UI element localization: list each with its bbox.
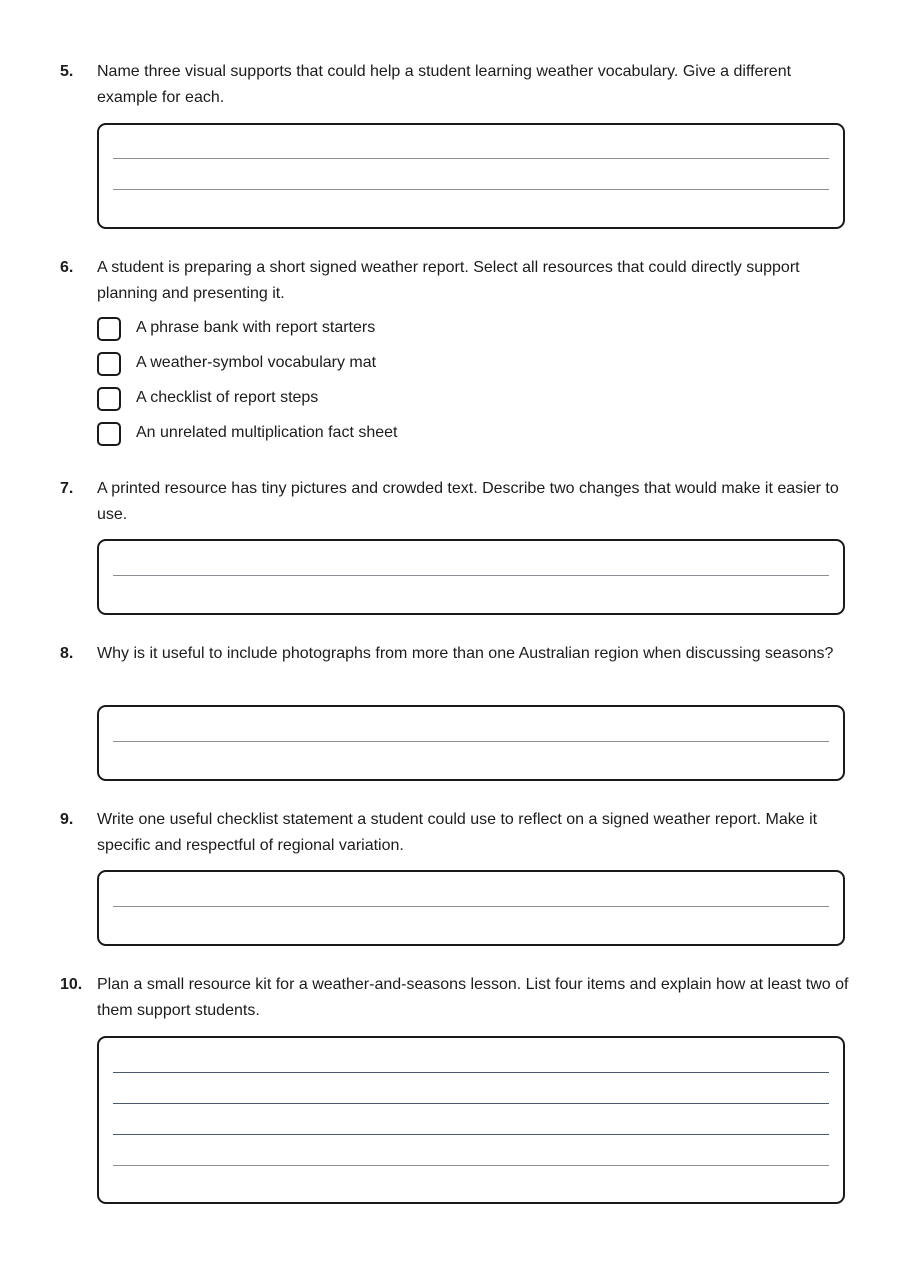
answer-line [113, 1072, 829, 1073]
question-number: 7. [60, 480, 74, 497]
question-header [60, 807, 850, 858]
answer-box[interactable] [97, 1036, 845, 1204]
answer-line [113, 158, 829, 159]
question-header [60, 476, 850, 527]
question-header [60, 972, 850, 1023]
question-text: Name three visual supports that could help a student learning weather vocabulary. Give a different example for each. [97, 63, 792, 106]
answer-line [113, 1134, 829, 1135]
question-7 [60, 476, 850, 527]
answer-line [113, 189, 829, 190]
answer-line [113, 1103, 829, 1104]
answer-line [113, 741, 829, 742]
answer-box[interactable] [97, 123, 845, 229]
question-header [60, 641, 850, 667]
answer-box[interactable] [97, 870, 845, 946]
question-text: A printed resource has tiny pictures and crowded text. Describe two changes that would make it easier to use. [97, 480, 839, 523]
answer-line [113, 575, 829, 576]
option-label: An unrelated multiplication fact sheet [136, 424, 398, 441]
question-10 [60, 972, 850, 1023]
question-6 [60, 255, 850, 441]
answer-line [113, 906, 829, 907]
option-label: A checklist of report steps [136, 389, 319, 406]
answer-line [113, 1165, 829, 1166]
answer-box[interactable] [97, 705, 845, 781]
checkbox[interactable] [97, 387, 121, 411]
checkbox[interactable] [97, 352, 121, 376]
question-text: Plan a small resource kit for a weather-and-seasons lesson. List four items and explain how at least two of them support students. [97, 976, 849, 1019]
question-8 [60, 641, 850, 667]
question-header [60, 255, 850, 306]
question-text: A student is preparing a short signed weather report. Select all resources that could directly support planning and presenting it. [97, 259, 800, 302]
checkbox[interactable] [97, 317, 121, 341]
question-5 [60, 59, 850, 110]
question-text: Write one useful checklist statement a student could use to reflect on a signed weather report. Make it specific and respectful of regional variation. [97, 811, 818, 854]
question-number: 9. [60, 811, 74, 828]
question-number: 10. [60, 976, 83, 993]
question-number: 8. [60, 645, 74, 662]
question-9 [60, 807, 850, 858]
option-label: A weather-symbol vocabulary mat [136, 354, 377, 371]
question-header [60, 59, 850, 110]
question-text: Why is it useful to include photographs from more than one Australian region when discussing seasons? [97, 645, 834, 662]
checkbox[interactable] [97, 422, 121, 446]
question-number: 6. [60, 259, 74, 276]
option-label: A phrase bank with report starters [136, 319, 376, 336]
answer-box[interactable] [97, 539, 845, 615]
question-number: 5. [60, 63, 74, 80]
